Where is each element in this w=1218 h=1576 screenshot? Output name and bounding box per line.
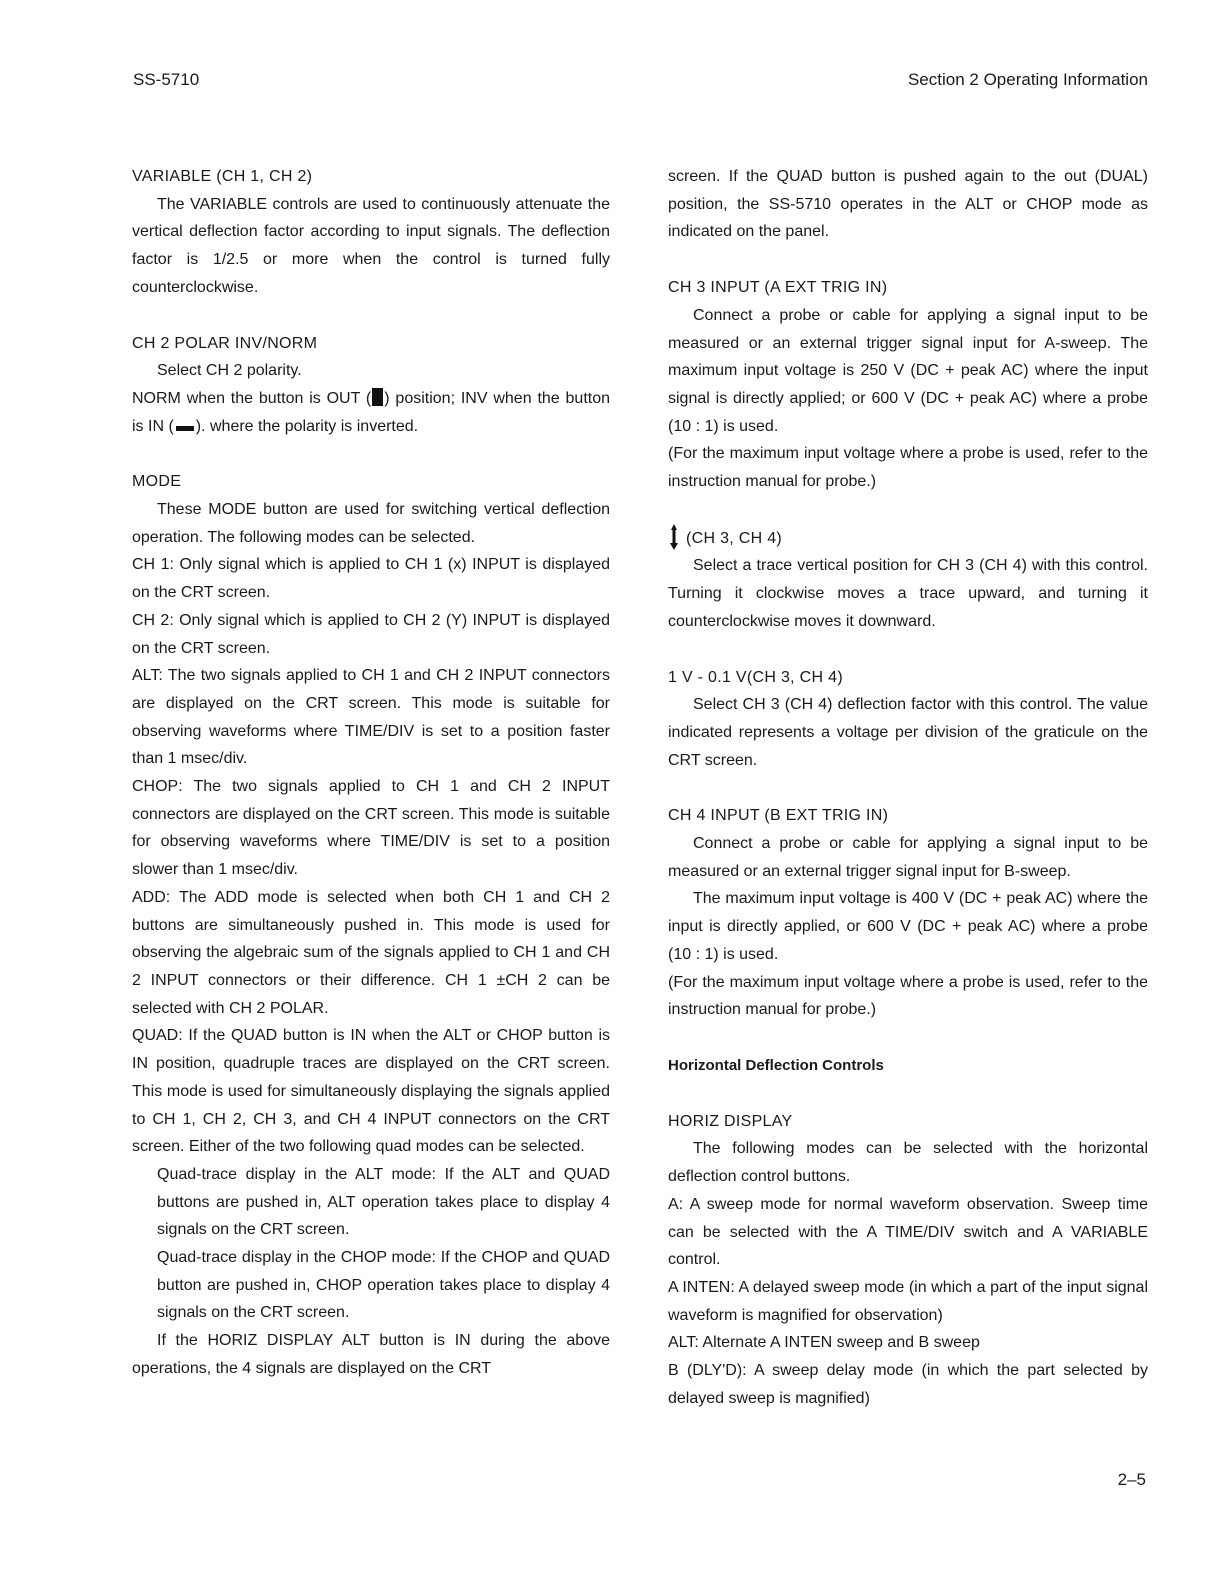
horiz-mode-a-inten: A INTEN: A delayed sweep mode (in which a part of the input signal waveform is magnified for observation) <box>668 1278 1148 1324</box>
header-section: Section 2 Operating Information <box>907 70 1148 89</box>
ch4-body-1: Connect a probe or cable for applying a signal input to be measured or an external trigger signal input for B-sweep. <box>668 835 1148 880</box>
vertical-position-arrows-icon <box>668 524 680 550</box>
mode-ch1: CH 1: Only signal which is applied to CH 1 (x) INPUT is displayed on the CRT screen. <box>132 556 610 602</box>
variable-heading: VARIABLE (CH 1, CH 2) <box>132 168 313 185</box>
horiz-display-body: The following modes can be selected with the horizontal deflection control buttons. <box>668 1140 1148 1186</box>
horiz-mode-b: B (DLY'D): A sweep delay mode (in which the part selected by delayed sweep is magnified) <box>668 1362 1148 1407</box>
polar-heading: CH 2 POLAR INV/NORM <box>132 334 318 352</box>
right-column <box>668 163 1148 1412</box>
mode-quad: QUAD: If the QUAD button is IN when the ALT or CHOP button is IN position, quadruple traces are displayed on the CRT screen. This mode is used for simultaneously displaying the signals applied to CH 1, CH 2, CH 3, and CH 4 INPUT connectors on the CRT screen. Either of the two following quad modes can be selected. <box>132 1027 610 1156</box>
ch3-body: Connect a probe or cable for applying a signal input to be measured or an external trigger signal input for A-sweep. The maximum input voltage is 250 V (DC + peak AC) where the input signal is directly applied; or 600 V (DC + peak AC) where a probe (10 : 1) is used. <box>668 306 1148 435</box>
mode-body: These MODE button are used for switching vertical deflection operation. The following modes can be selected. <box>132 501 610 546</box>
horiz-mode-alt: ALT: Alternate A INTEN sweep and B sweep <box>668 1334 980 1352</box>
ch3-heading: CH 3 INPUT (A EXT TRIG IN) <box>668 279 888 297</box>
mode-ch2: CH 2: Only signal which is applied to CH 2 (Y) INPUT is displayed on the CRT screen. <box>132 611 610 657</box>
page-number: 2–5 <box>1117 1470 1146 1489</box>
button-out-icon <box>372 388 383 404</box>
mode-alt: ALT: The two signals applied to CH 1 and CH 2 INPUT connectors are displayed on the CRT screen. This mode is suitable for observing waveforms where TIME/DIV is set to a position faster than 1 msec/div. <box>132 667 610 768</box>
volt-heading: 1 V - 0.1 V(CH 3, CH 4) <box>668 668 843 686</box>
header-model: SS-5710 <box>133 70 200 89</box>
polar-text-b: ) position; INV when the button is IN ( <box>132 389 610 435</box>
ch4-heading: CH 4 INPUT (B EXT TRIG IN) <box>668 807 889 825</box>
quad-alt: Quad-trace display in the ALT mode: If the ALT and QUAD buttons are pushed in, ALT operation takes place to display 4 signals on the CRT screen. <box>157 1165 610 1239</box>
volt-body: Select CH 3 (CH 4) deflection factor with this control. The value indicated represents a voltage per division of the graticule on the CRT screen. <box>668 696 1148 769</box>
mode-heading: MODE <box>132 473 182 491</box>
quad-chop: Quad-trace display in the CHOP mode: If the CHOP and QUAD button are pushed in, CHOP operation takes place to display 4 signals on the CRT screen. <box>157 1249 610 1322</box>
polar-text-c: ). where the polarity is inverted. <box>195 417 419 435</box>
ch3-note: (For the maximum input voltage where a probe is used, refer to the instruction manual for probe.) <box>668 445 1148 491</box>
horiz-mode-a: A: A sweep mode for normal waveform observation. Sweep time can be selected with the A TIME/DIV switch and A VARIABLE control. <box>668 1195 1148 1269</box>
polar-select: Select CH 2 polarity. <box>157 362 302 380</box>
ch4-note: (For the maximum input voltage where a probe is used, refer to the instruction manual for probe.) <box>668 973 1148 1019</box>
variable-body: The VARIABLE controls are used to continuously attenuate the vertical deflection factor according to input signals. The deflection factor is 1/2.5 or more when the control is turned fully counterclockwise. <box>132 195 610 296</box>
horiz-display-heading: HORIZ DISPLAY <box>668 1112 793 1130</box>
mode-chop: CHOP: The two signals applied to CH 1 and CH 2 INPUT connectors are displayed on the CRT screen. This mode is suitable for observing waveforms where TIME/DIV is set to a position slower than 1 msec/div. <box>132 778 610 879</box>
quad-continued: screen. If the QUAD button is pushed again to the out (DUAL) position, the SS-5710 operates in the ALT or CHOP mode as indicated on the panel. <box>668 168 1148 241</box>
button-in-icon <box>176 426 194 431</box>
position-heading-text: (CH 3, CH 4) <box>686 529 783 547</box>
ch4-body-2: The maximum input voltage is 400 V (DC + peak AC) where the input is directly applied, or 600 V (DC + peak AC) where a probe (10 : 1) is used. <box>668 890 1148 963</box>
left-column <box>132 163 610 1383</box>
quad-horiz: If the HORIZ DISPLAY ALT button is IN during the above operations, the 4 signals are displayed on the CRT <box>132 1332 610 1377</box>
mode-add: ADD: The ADD mode is selected when both CH 1 and CH 2 buttons are simultaneously pushed in. This mode is used for observing the algebraic sum of the signals applied to CH 1 and CH 2 INPUT connectors or their difference. CH 1 ±CH 2 can be selected with CH 2 POLAR. <box>132 888 610 1017</box>
polar-body <box>132 385 610 440</box>
position-heading <box>668 524 1148 553</box>
position-body: Select a trace vertical position for CH 3 (CH 4) with this control. Turning it clockwise moves a trace upward, and turning it counterclockwise moves it downward. <box>668 557 1148 630</box>
horizontal-section-heading: Horizontal Deflection Controls <box>668 1056 884 1074</box>
polar-text-a: NORM when the button is OUT ( <box>132 389 372 407</box>
